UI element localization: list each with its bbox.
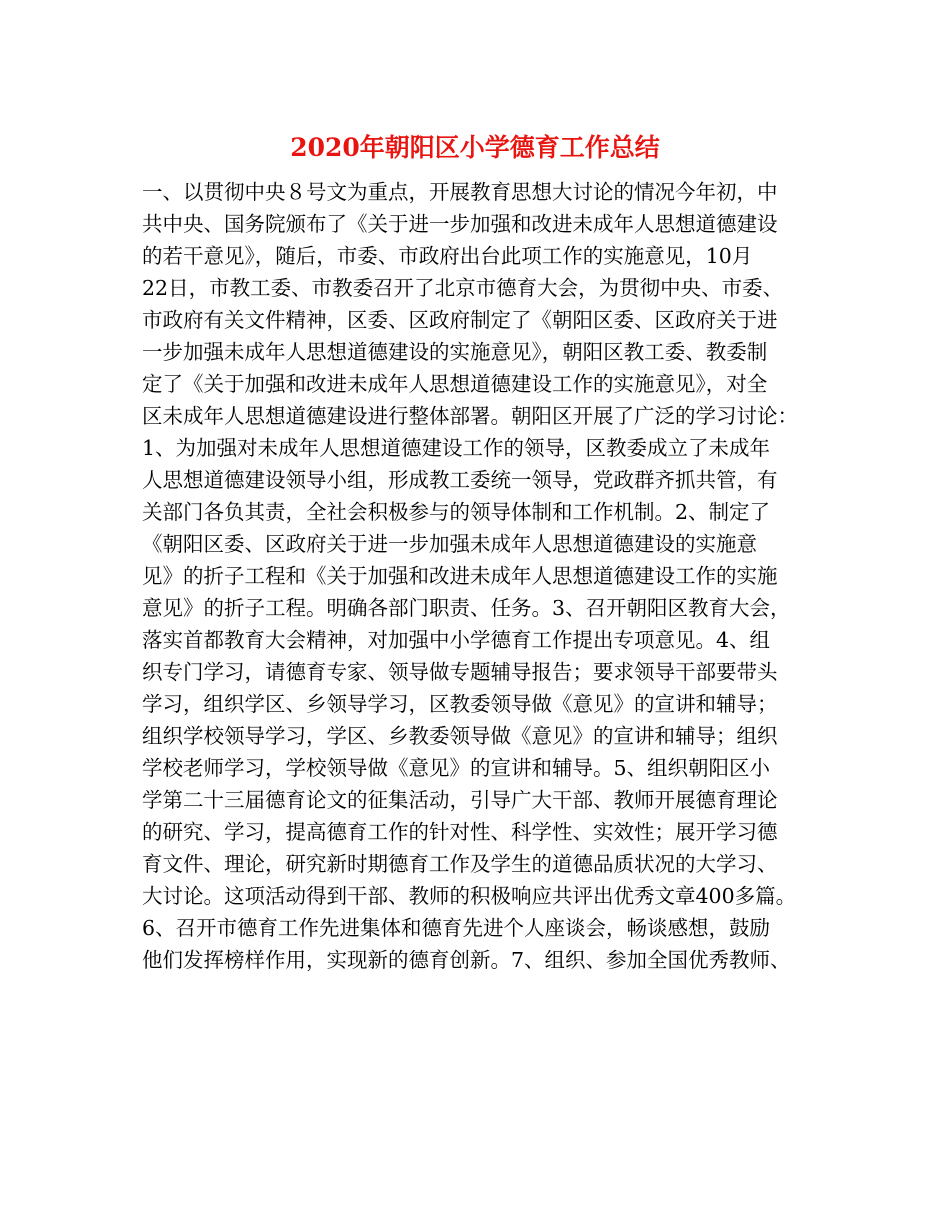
body-text-line: 他们发挥榜样作用，实现新的德育创新。7、组织、参加全国优秀教师、 bbox=[142, 948, 791, 972]
body-text-line: 《朝阳区委、区政府关于进一步加强未成年人思想道德建设的实施意 bbox=[142, 532, 757, 556]
body-text-line: 意见》的折子工程。明确各部门职责、任务。3、召开朝阳区教育大会， bbox=[142, 596, 791, 620]
body-text-line: 共中央、国务院颁布了《关于进一步加强和改进未成年人思想道德建设 bbox=[142, 212, 778, 236]
body-text-line: 一、以贯彻中央８号文为重点，开展教育思想大讨论的情况今年初，中 bbox=[142, 180, 778, 204]
body-text-line: 市政府有关文件精神，区委、区政府制定了《朝阳区委、区政府关于进 bbox=[142, 308, 778, 332]
body-text-line: 落实首都教育大会精神，对加强中小学德育工作提出专项意见。4、组 bbox=[142, 628, 771, 652]
body-text-line: 22日，市教工委、市教委召开了北京市德育大会，为贯彻中央、市委、 bbox=[142, 276, 784, 300]
body-text-line: 的研究、学习，提高德育工作的针对性、科学性、实效性；展开学习德 bbox=[142, 820, 778, 844]
body-text-line: 区未成年人思想道德建设进行整体部署。朝阳区开展了广泛的学习讨论： bbox=[142, 404, 798, 428]
body-text-line: 的若干意见》，随后，市委、市政府出台此项工作的实施意见，10月 bbox=[142, 244, 753, 268]
body-text-line: 组织学校领导学习，学区、乡教委领导做《意见》的宣讲和辅导；组织 bbox=[142, 724, 778, 748]
body-text-line: 定了《关于加强和改进未成年人思想道德建设工作的实施意见》，对全 bbox=[142, 372, 768, 396]
body-text-line: 学第二十三届德育论文的征集活动，引导广大干部、教师开展德育理论 bbox=[142, 788, 778, 812]
body-text-line: 学校老师学习，学校领导做《意见》的宣讲和辅导。5、组织朝阳区小 bbox=[142, 756, 771, 780]
body-text-line: 1、为加强对未成年人思想道德建设工作的领导，区教委成立了未成年 bbox=[142, 436, 771, 460]
body-text-line: 见》的折子工程和《关于加强和改进未成年人思想道德建设工作的实施 bbox=[142, 564, 778, 588]
body-text-line: 6、召开市德育工作先进集体和德育先进个人座谈会，畅谈感想，鼓励 bbox=[142, 916, 771, 940]
document-title: 2020年朝阳区小学德育工作总结 bbox=[290, 133, 660, 162]
document-body bbox=[142, 176, 832, 976]
body-text-line: 育文件、理论，研究新时期德育工作及学生的道德品质状况的大学习、 bbox=[142, 852, 778, 876]
body-text-line: 一步加强未成年人思想道德建设的实施意见》，朝阳区教工委、教委制 bbox=[142, 340, 768, 364]
body-text-line: 大讨论。这项活动得到干部、教师的积极响应共评出优秀文章400多篇。 bbox=[142, 884, 797, 908]
body-text-line: 织专门学习，请德育专家、领导做专题辅导报告；要求领导干部要带头 bbox=[142, 660, 778, 684]
body-text-line: 关部门各负其责，全社会积极参与的领导体制和工作机制。2、制定了 bbox=[142, 500, 771, 524]
body-text-line: 学习，组织学区、乡领导学习，区教委领导做《意见》的宣讲和辅导； bbox=[142, 692, 778, 716]
body-text-line: 人思想道德建设领导小组，形成教工委统一领导，党政群齐抓共管，有 bbox=[142, 468, 778, 492]
